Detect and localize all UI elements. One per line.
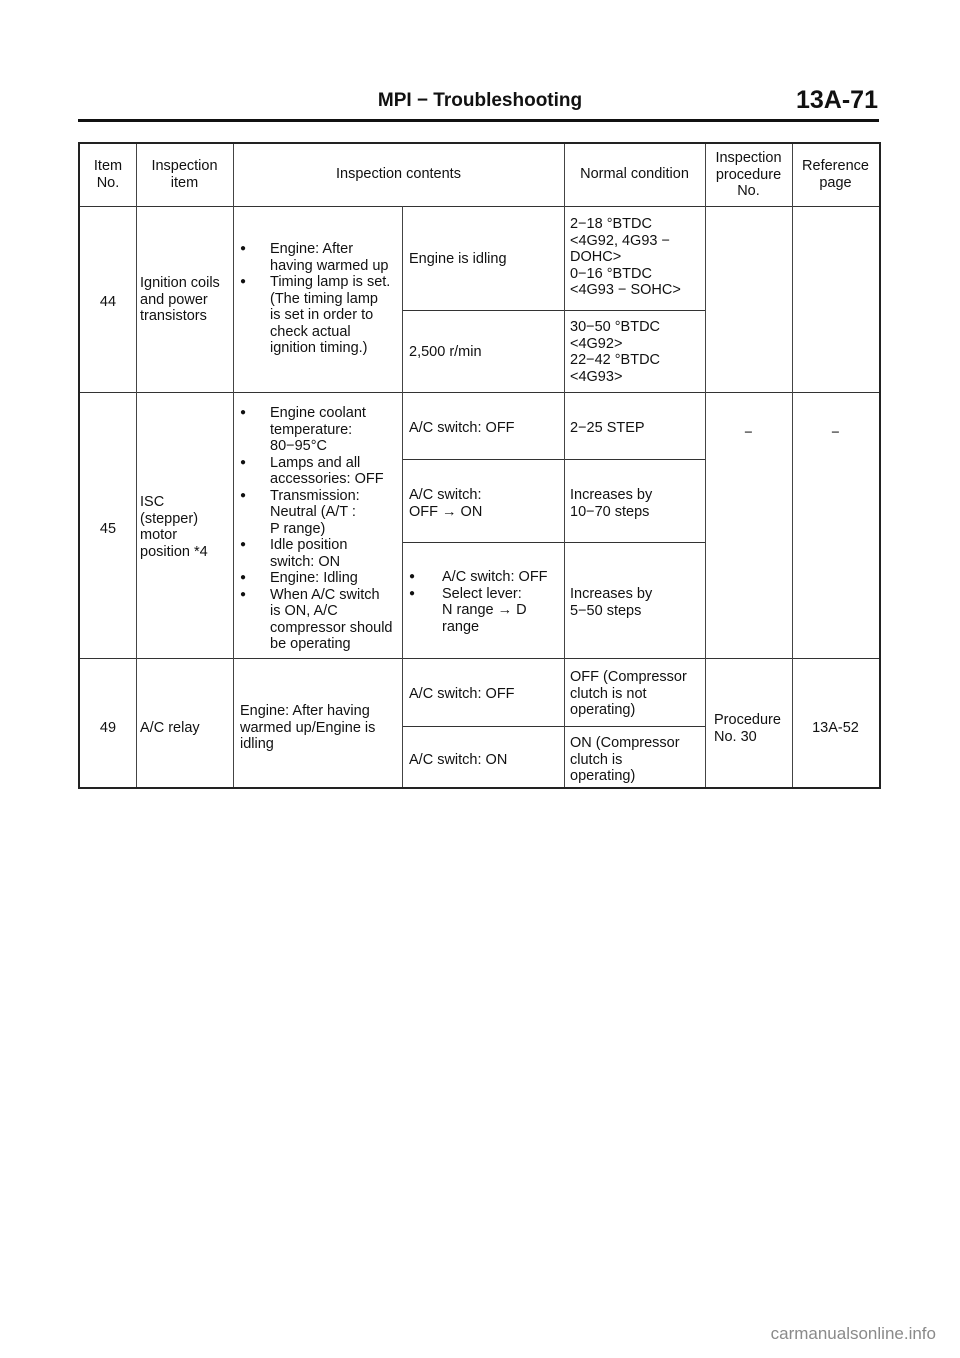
- watermark-link[interactable]: carmanualsonline.info: [770, 1324, 936, 1343]
- bullet-item: ● When A/C switch is ON, A/C compressor should be operating: [240, 586, 393, 652]
- sub-divider-44: [402, 310, 705, 311]
- col-divider-5: [705, 144, 706, 787]
- bullet-item: ● Lamps and all accessories: OFF: [240, 454, 384, 487]
- reference-49: 13A-52: [812, 720, 859, 736]
- header-normal-condition: Normal condition: [580, 166, 689, 182]
- condition-45b: A/C switch: OFF → ON: [409, 487, 483, 520]
- page-number: 13A-71: [796, 86, 878, 114]
- item-no-44: 44: [99, 294, 117, 310]
- item-name-45: ISC (stepper) motor position *4: [140, 494, 208, 560]
- bullet-icon: ●: [409, 587, 416, 599]
- bullet-item: ● Select lever: N range → D range: [409, 585, 527, 635]
- bullet-item: ● Engine: After having warmed up: [240, 241, 389, 274]
- col-divider-1: [136, 144, 137, 787]
- condition-45a: A/C switch: OFF: [409, 420, 515, 436]
- bullet-icon: ●: [240, 243, 247, 254]
- header-reference-page: Reference page: [802, 158, 869, 191]
- normal-44a: 2−18 °BTDC <4G92, 4G93 − DOHC> 0−16 °BTDC <4G93 − SOHC>: [570, 216, 681, 298]
- procedure-49: Procedure No. 30: [714, 712, 781, 745]
- header-rule: [78, 119, 879, 122]
- bullet-icon: ●: [240, 539, 247, 550]
- bullet-icon: ●: [240, 456, 247, 468]
- bullet-icon: ●: [240, 588, 247, 600]
- bullet-item: ● Engine coolant temperature: 80−95°C: [240, 405, 366, 454]
- header-inspection-item: Inspection item: [151, 158, 218, 191]
- sub-divider-45b: [402, 542, 705, 543]
- header-item-no: Item No.: [93, 158, 123, 191]
- condition-49b: A/C switch: ON: [409, 752, 508, 768]
- bullet-item: ● Idle position switch: ON: [240, 537, 348, 570]
- bullet-icon: ●: [240, 276, 247, 287]
- bullet-icon: ●: [240, 572, 247, 583]
- normal-44b: 30−50 °BTDC <4G92> 22−42 °BTDC <4G93>: [570, 319, 661, 385]
- row-divider-44-45: [80, 392, 879, 393]
- procedure-dash: −: [744, 425, 753, 441]
- condition-49a: A/C switch: OFF: [409, 686, 515, 702]
- condition-45c: [409, 569, 548, 635]
- bullet-icon: ●: [409, 571, 416, 582]
- troubleshooting-table: [78, 142, 881, 789]
- header-divider: [80, 206, 879, 207]
- bullet-icon: ●: [240, 407, 247, 418]
- sub-divider-45a: [402, 459, 705, 460]
- contents-49: Engine: After having warmed up/Engine is idling: [240, 703, 376, 752]
- reference-dash: −: [831, 425, 840, 441]
- normal-49b: ON (Compressor clutch is operating): [570, 735, 680, 784]
- contents-44: [240, 241, 390, 357]
- item-no-49: 49: [99, 720, 117, 736]
- row-divider-45-49: [80, 658, 879, 659]
- condition-44b: 2,500 r/min: [409, 344, 482, 360]
- sub-divider-49: [402, 726, 705, 727]
- normal-45a: 2−25 STEP: [570, 420, 645, 436]
- bullet-item: ● A/C switch: OFF: [409, 569, 548, 585]
- bullet-item: ● Transmission: Neutral (A/T : P range): [240, 487, 360, 537]
- header-inspection-contents: Inspection contents: [336, 166, 461, 182]
- normal-45c: Increases by 5−50 steps: [570, 586, 653, 619]
- item-no-45: 45: [99, 521, 117, 537]
- header-procedure-no: Inspection procedure No.: [715, 150, 782, 199]
- normal-45b: Increases by 10−70 steps: [570, 487, 653, 520]
- bullet-item: ● Timing lamp is set. (The timing lamp is set in order to check actual ignition timing.): [240, 274, 391, 356]
- normal-49a: OFF (Compressor clutch is not operating): [570, 669, 687, 718]
- condition-44a: Engine is idling: [409, 251, 507, 267]
- col-divider-3: [402, 206, 403, 787]
- contents-45: [240, 405, 393, 653]
- item-name-49: A/C relay: [140, 720, 200, 736]
- col-divider-2: [233, 144, 234, 787]
- col-divider-4: [564, 144, 565, 787]
- item-name-44: Ignition coils and power transistors: [140, 275, 220, 324]
- bullet-item: ● Engine: Idling: [240, 570, 358, 586]
- page-title: MPI − Troubleshooting: [377, 90, 583, 111]
- col-divider-6: [792, 144, 793, 787]
- bullet-icon: ●: [240, 489, 247, 501]
